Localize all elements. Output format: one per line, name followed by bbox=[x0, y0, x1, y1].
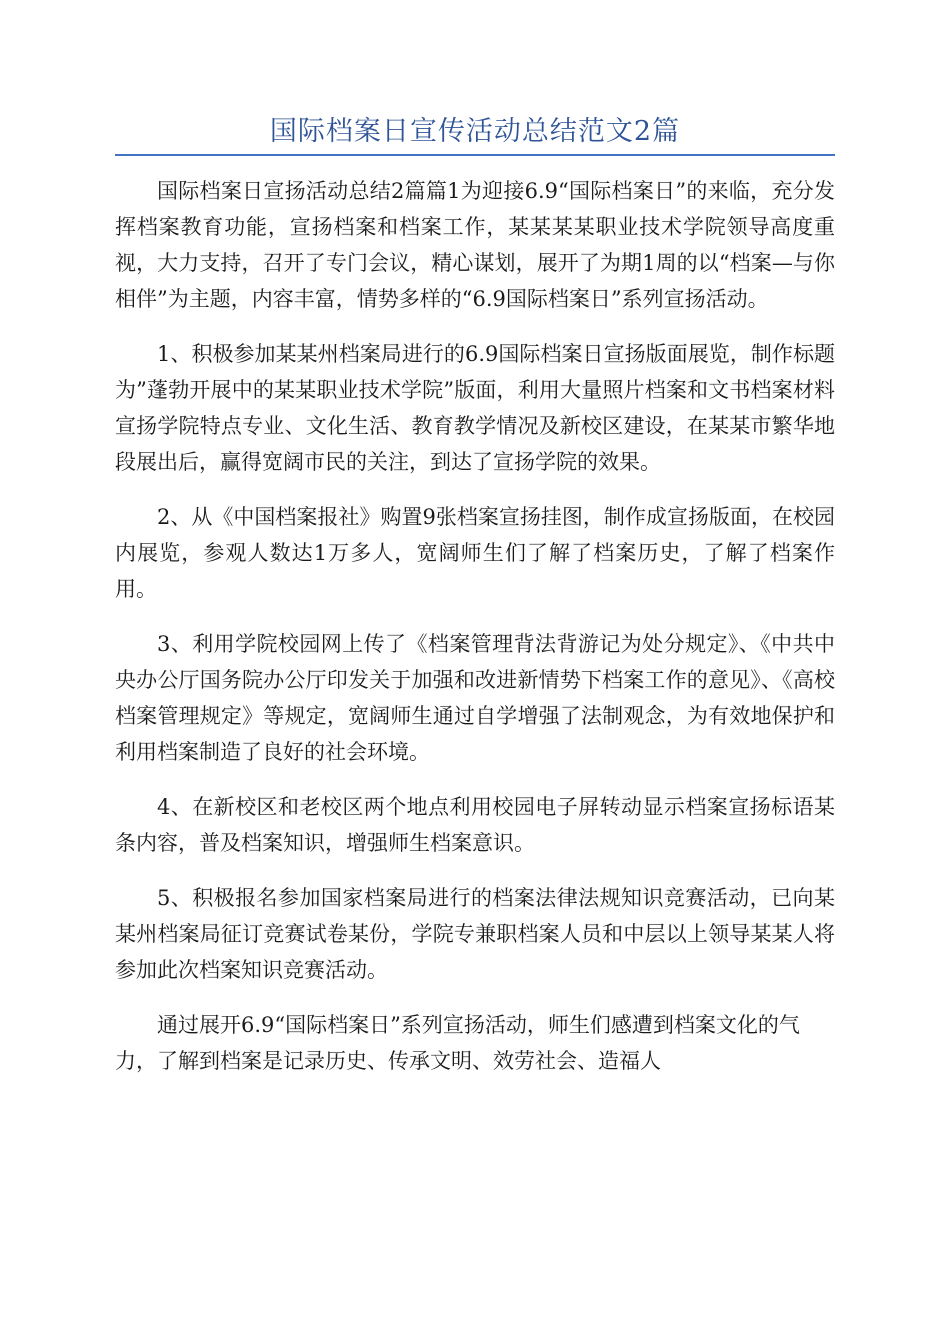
paragraph-item-1: 1、积极参加某某州档案局进行的6.9国际档案日宣扬版面展览，制作标题为”蓬勃开展中的某某职业技术学院”版面，利用大量照片档案和文书档案材料宣扬学院特点专业、文化生活、教育教学情况及新校区建设，在某某市繁华地段展出后，赢得宽阔市民的关注，到达了宣扬学院的效果。 bbox=[115, 342, 835, 474]
document-title: 国际档案日宣传活动总结范文2篇 bbox=[269, 116, 681, 147]
paragraph-intro: 国际档案日宣扬活动总结2篇篇1为迎接6.9“国际档案日”的来临，充分发挥档案教育功能，宣扬档案和档案工作，某某某某职业技术学院领导高度重视，大力支持，召开了专门会议，精心谋划，展开了为期1周的以“档案—与你相伴”为主题，内容丰富，情势多样的“6.9国际档案日”系列宣扬活动。 bbox=[115, 179, 836, 311]
title-underline bbox=[115, 154, 835, 156]
paragraph-conclusion: 通过展开6.9“国际档案日”系列宣扬活动，师生们感遭到档案文化的气力，了解到档案是记录历史、传承文明、效劳社会、造福人 bbox=[115, 1013, 800, 1073]
paragraph-item-5: 5、积极报名参加国家档案局进行的档案法律法规知识竞赛活动，已向某某州档案局征订竞赛试卷某份，学院专兼职档案人员和中层以上领导某某人将参加此次档案知识竞赛活动。 bbox=[115, 886, 835, 982]
paragraph-item-4: 4、在新校区和老校区两个地点利用校园电子屏转动显示档案宣扬标语某条内容，普及档案知识，增强师生档案意识。 bbox=[115, 795, 835, 855]
paragraph-item-3: 3、利用学院校园网上传了《档案管理背法背游记为处分规定》、《中共中央办公厅国务院办公厅印发关于加强和改进新情势下档案工作的意见》、《高校档案管理规定》等规定，宽阔师生通过自学增强了法制观念，为有效地保护和利用档案制造了良好的社会环境。 bbox=[115, 632, 835, 764]
paragraph-item-2: 2、从《中国档案报社》购置9张档案宣扬挂图，制作成宣扬版面，在校园内展览，参观人数达1万多人，宽阔师生们了解了档案历史，了解了档案作用。 bbox=[115, 505, 835, 601]
document-body bbox=[115, 173, 835, 1098]
